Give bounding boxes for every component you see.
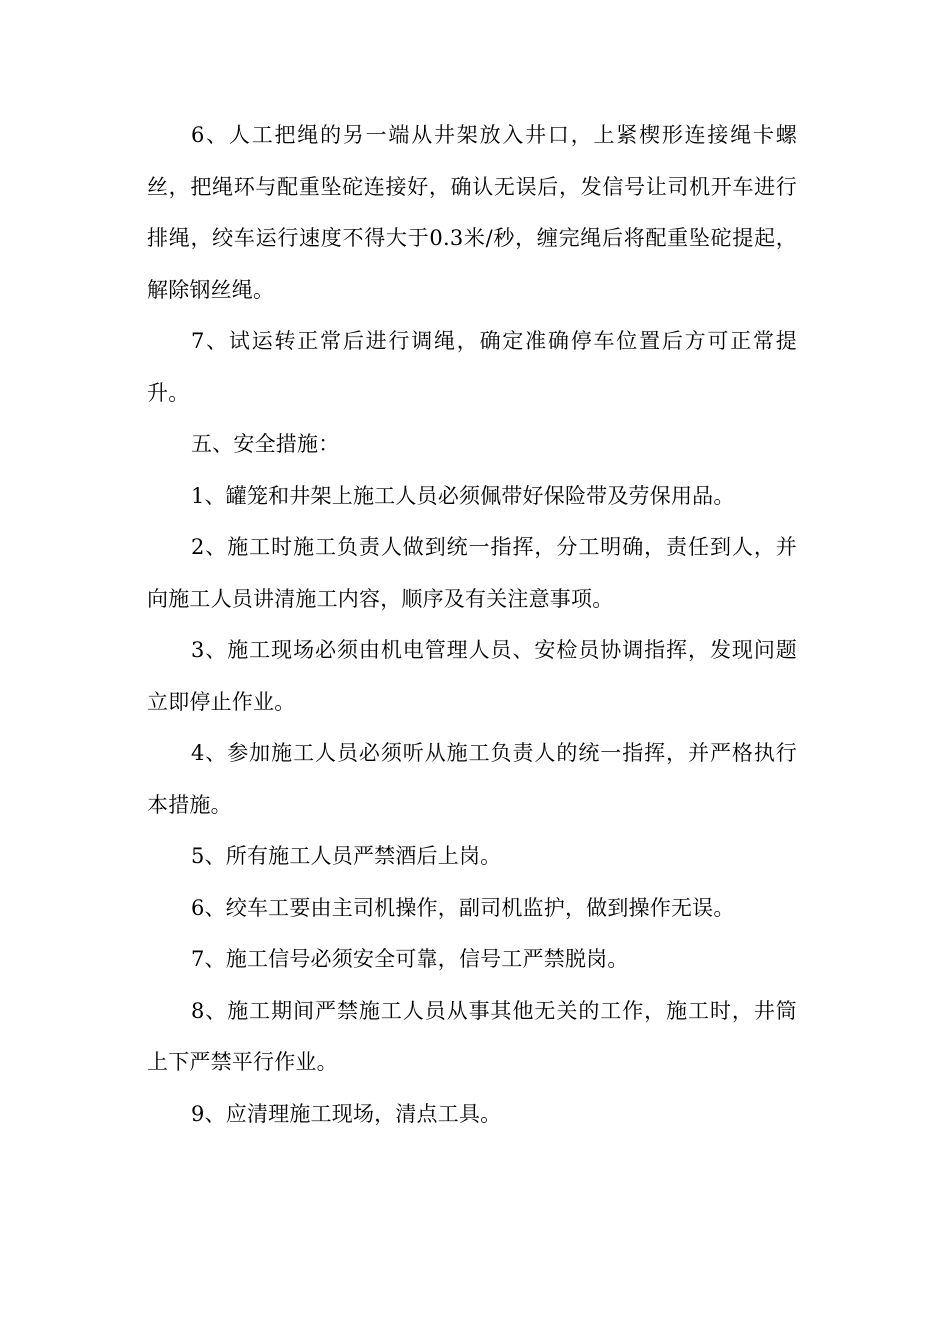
section-heading-safety: 五、安全措施： xyxy=(191,432,340,456)
paragraph-hoisting-step-6: 6、人工把绳的另一端从井架放入井口，上紧楔形连接绳卡螺丝，把绳环与配重坠砣连接好，确认无误后，发信号让司机开车进行排绳，绞车运行速度不得大于0.3米/秒，缠完绳后将配重坠砣提起，解除钢丝绳。 xyxy=(147,123,797,302)
paragraph-safety-2: 2、施工时施工负责人做到统一指挥，分工明确，责任到人，并向施工人员讲清施工内容，顺序及有关注意事项。 xyxy=(147,535,797,611)
paragraph-safety-7: 7、施工信号必须安全可靠，信号工严禁脱岗。 xyxy=(191,947,629,971)
paragraph-safety-5: 5、所有施工人员严禁酒后上岗。 xyxy=(191,844,502,868)
paragraph-safety-6: 6、绞车工要由主司机操作，副司机监护，做到操作无误。 xyxy=(191,895,735,920)
paragraph-safety-8: 8、施工期间严禁施工人员从事其他无关的工作，施工时，井筒上下严禁平行作业。 xyxy=(147,998,797,1074)
paragraph-hoisting-step-7: 7、试运转正常后进行调绳，确定准确停车位置后方可正常提升。 xyxy=(147,329,797,405)
document-page xyxy=(147,110,797,1140)
paragraph-safety-9: 9、应清理施工现场，清点工具。 xyxy=(191,1101,502,1126)
paragraph-safety-1: 1、罐笼和井架上施工人员必须佩带好保险带及劳保用品。 xyxy=(191,483,735,508)
paragraph-safety-4: 4、参加施工人员必须听从施工负责人的统一指挥，并严格执行本措施。 xyxy=(147,741,797,817)
paragraph-safety-3: 3、施工现场必须由机电管理人员、安检员协调指挥，发现问题立即停止作业。 xyxy=(147,638,797,714)
